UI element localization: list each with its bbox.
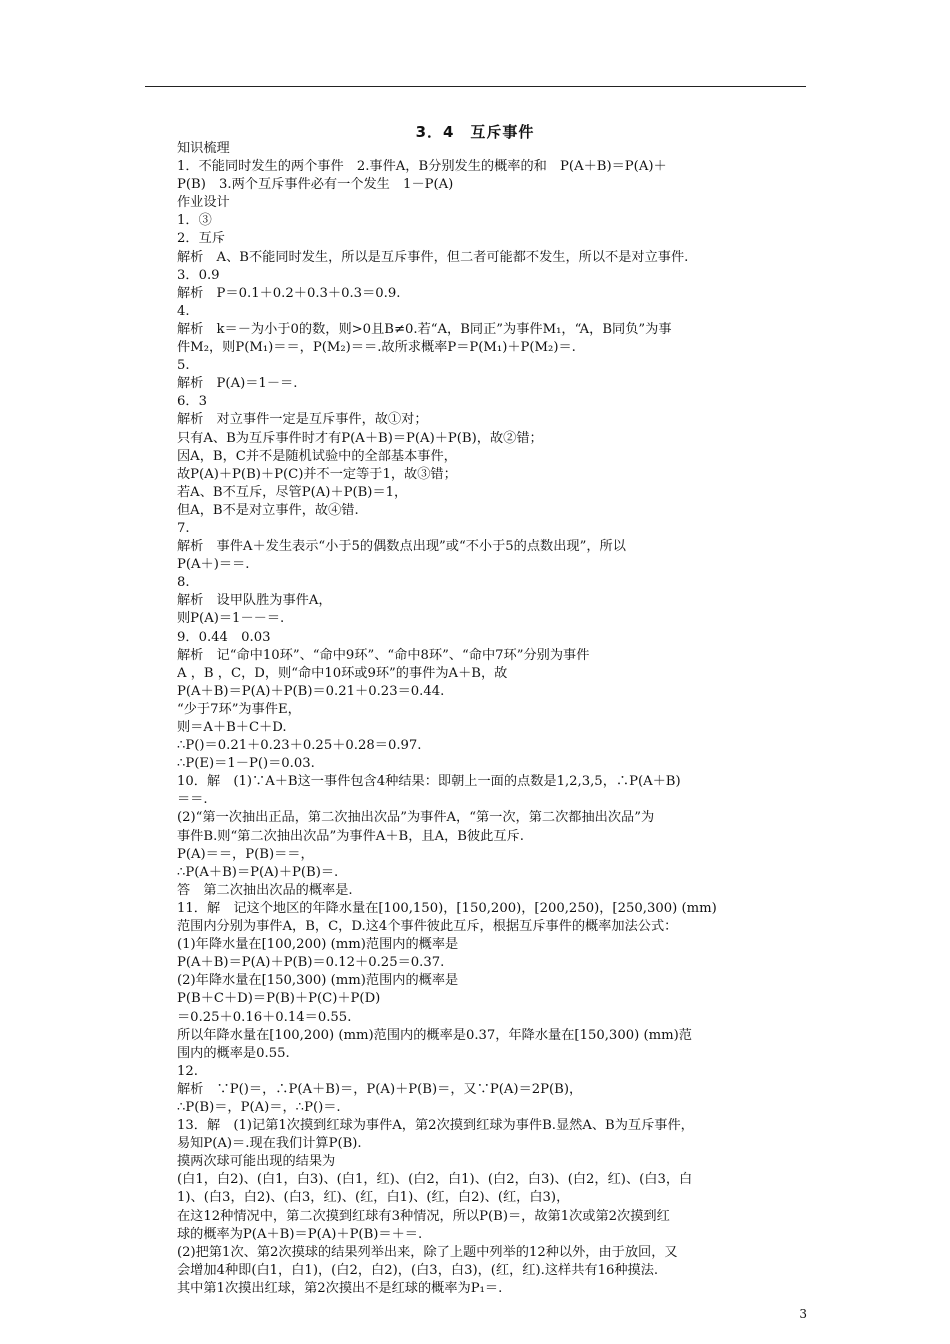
page-title: 3．4 互斥事件: [415, 123, 535, 141]
text-line: 解析 对立事件一定是互斥事件，故①对；: [177, 412, 428, 428]
text-line: 件M₂，则P(M₁)＝＝，P(M₂)＝＝.故所求概率P＝P(M₁)＋P(M₂)＝.: [177, 340, 576, 356]
text-line: ∴P()＝0.21＋0.23＋0.25＋0.28＝0.97.: [177, 738, 422, 754]
text-line: 范围内分别为事件A，B，C，D.这4个事件彼此互斥，根据互斥事件的概率加法公式：: [177, 919, 678, 935]
text-line: P(A＋)＝＝.: [177, 557, 250, 573]
text-line: A ，B ，C，D，则“命中10环或9环”的事件为A＋B，故: [177, 665, 508, 681]
text-line: 5.: [177, 358, 190, 374]
text-line: 解析 P(A)＝1－＝.: [177, 376, 298, 392]
text-line: 围内的概率是0.55.: [177, 1045, 290, 1061]
text-line: P(A＋B)＝P(A)＋P(B)＝0.12＋0.25＝0.37.: [177, 955, 445, 971]
text-line: 球的概率为P(A＋B)＝P(A)＋P(B)＝＋＝.: [177, 1226, 423, 1242]
text-line: “少于7环”为事件E，: [177, 701, 301, 717]
text-line: 4.: [177, 303, 190, 319]
text-line: 11．解 记这个地区的年降水量在[100,150)，[150,200)，[200,250)，[250,300) (mm): [177, 900, 717, 916]
text-line: ∴P(E)＝1－P()＝0.03.: [177, 756, 315, 772]
text-line: 解析 P＝0.1＋0.2＋0.3＋0.3＝0.9.: [177, 285, 401, 301]
text-line: ＝0.25＋0.16＋0.14＝0.55.: [177, 1009, 352, 1025]
text-line: 12.: [177, 1063, 198, 1079]
page-number: 3: [799, 1307, 807, 1321]
text-line: 3．0.9: [177, 267, 220, 283]
text-line: ∴P(A＋B)＝P(A)＋P(B)＝.: [177, 864, 339, 880]
text-line: 则P(A)＝1－－＝.: [177, 611, 285, 627]
header-rule: [145, 86, 806, 87]
text-line: 13．解 (1)记第1次摸到红球为事件A，第2次摸到红球为事件B.显然A、B为互斥事件，: [177, 1118, 694, 1134]
text-line: 6．3: [177, 394, 207, 410]
text-line: 会增加4种即(白1，白1)，(白2，白2)，(白3，白3)，(红，红).这样共有16种摸法.: [177, 1262, 659, 1278]
text-line: 作业设计: [177, 195, 230, 211]
text-line: 2．互斥: [177, 231, 225, 247]
text-line: ＝＝.: [177, 792, 208, 808]
text-line: P(B＋C＋D)＝P(B)＋P(C)＋P(D): [177, 991, 381, 1007]
text-line: 只有A、B为互斥事件时才有P(A＋B)＝P(A)＋P(B)，故②错；: [177, 430, 543, 446]
text-line: (2)把第1次、第2次摸球的结果列举出来，除了上题中列举的12种以外，由于放回，又: [177, 1244, 678, 1260]
text-line: 知识梳理: [177, 141, 230, 156]
text-line: 因A，B，C并不是随机试验中的全部基本事件，: [177, 448, 457, 464]
text-line: P(B) 3.两个互斥事件必有一个发生 1－P(A): [177, 177, 454, 193]
text-line: (白1，白2)、(白1，白3)、(白1，红)、(白2，白1)、(白2，白3)、(白2，红)、(白3，白: [177, 1172, 693, 1188]
text-line: 所以年降水量在[100,200) (mm)范围内的概率是0.37，年降水量在[150,300) (mm)范: [177, 1027, 692, 1043]
text-line: 解析 A、B不能同时发生，所以是互斥事件，但二者可能都不发生，所以不是对立事件.: [177, 249, 689, 265]
text-line: (2)年降水量在[150,300) (mm)范围内的概率是: [177, 973, 459, 989]
text-line: 易知P(A)＝.现在我们计算P(B).: [177, 1136, 362, 1152]
text-line: 解析 ∵P()＝，∴P(A＋B)＝，P(A)＋P(B)＝，又∵P(A)＝2P(B)，: [177, 1081, 583, 1097]
text-line: 其中第1次摸出红球，第2次摸出不是红球的概率为P₁＝.: [177, 1280, 503, 1296]
text-line: ∴P(B)＝，P(A)＝，∴P()＝.: [177, 1099, 341, 1115]
text-line: P(A)＝＝，P(B)＝＝，: [177, 846, 314, 862]
text-line: 解析 k＝－为小于0的数，则>0且B≠0.若“A，B同正”为事件M₁，“A，B同负”为事: [177, 321, 672, 337]
text-line: 摸两次球可能出现的结果为: [177, 1154, 336, 1170]
text-line: 1．③: [177, 213, 212, 229]
text-line: 10．解 (1)∵A＋B这一事件包含4种结果：即朝上一面的点数是1,2,3,5，∴P(A＋B): [177, 774, 681, 790]
text-line: 解析 事件A＋发生表示“小于5的偶数点出现”或“不小于5的点数出现”，所以: [177, 539, 626, 555]
text-line: 1．不能同时发生的两个事件 2.事件A，B分别发生的概率的和 P(A＋B)＝P(A)＋: [177, 159, 667, 175]
text-line: 7.: [177, 520, 190, 536]
text-line: 解析 记“命中10环”、“命中9环”、“命中8环”、“命中7环”分别为事件: [177, 647, 590, 663]
text-line: 8.: [177, 575, 190, 591]
text-line: 1)、(白3，白2)、(白3，红)、(红，白1)、(红，白2)、(红，白3)，: [177, 1190, 570, 1206]
text-line: 故P(A)＋P(B)＋P(C)并不一定等于1，故③错；: [177, 466, 457, 482]
text-line: 9．0.44 0.03: [177, 629, 271, 645]
text-line: 若A、B不互斥，尽管P(A)＋P(B)＝1，: [177, 484, 408, 500]
text-line: 答 第二次抽出次品的概率是.: [177, 882, 353, 898]
text-line: (1)年降水量在[100,200) (mm)范围内的概率是: [177, 937, 459, 953]
text-line: 在这12种情况中，第二次摸到红球有3种情况，所以P(B)＝，故第1次或第2次摸到红: [177, 1208, 670, 1224]
text-line: P(A＋B)＝P(A)＋P(B)＝0.21＋0.23＝0.44.: [177, 683, 445, 699]
document-body: [177, 140, 809, 1298]
text-line: 事件B.则“第二次抽出次品”为事件A＋B，且A，B彼此互斥.: [177, 828, 524, 844]
text-line: 但A，B不是对立事件，故④错.: [177, 502, 359, 518]
text-line: (2)“第一次抽出正品，第二次抽出次品”为事件A，“第一次，第二次都抽出次品”为: [177, 810, 655, 826]
text-line: 则＝A＋B＋C＋D.: [177, 720, 287, 735]
text-line: 解析 设甲队胜为事件A，: [177, 593, 332, 609]
